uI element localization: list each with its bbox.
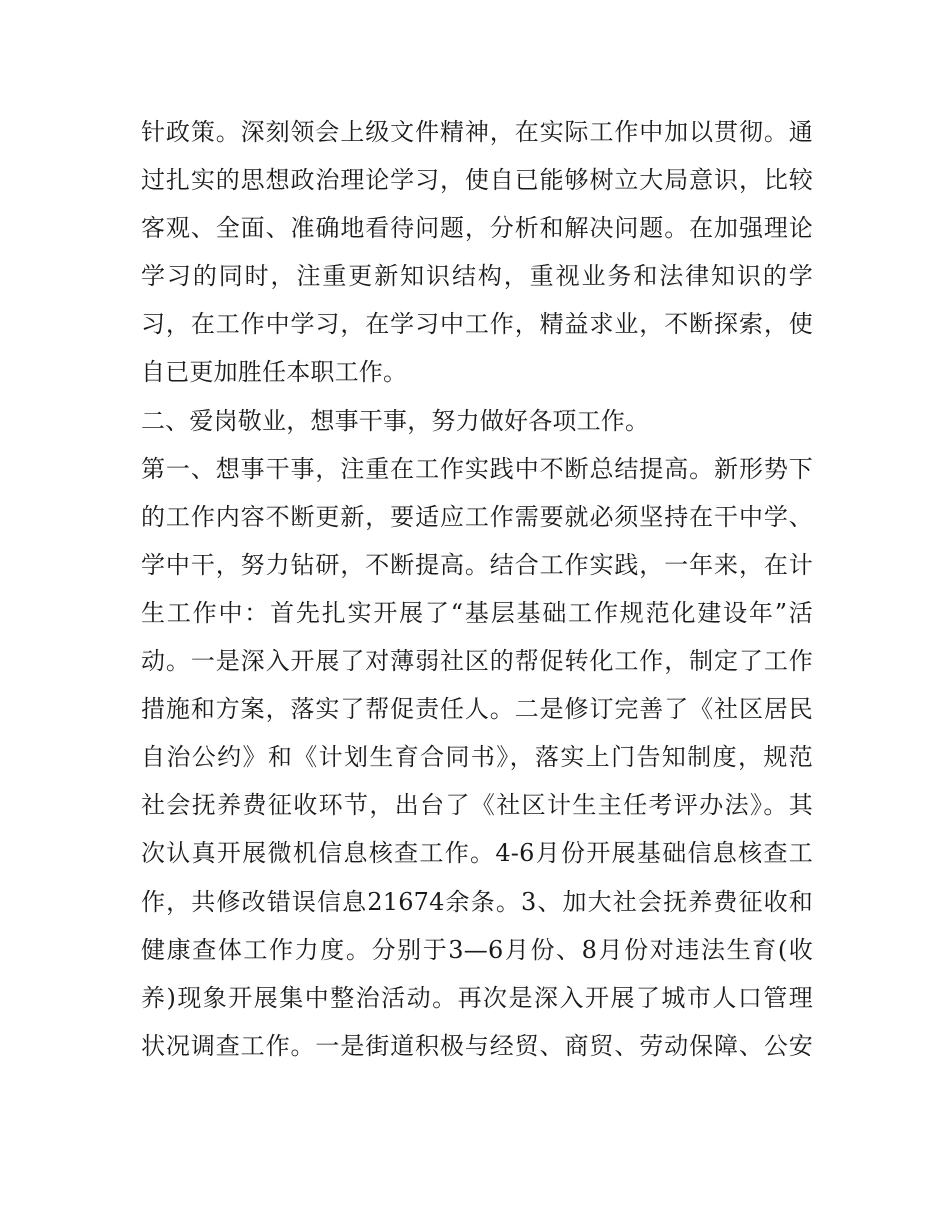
text-line: 第一、想事干事，注重在工作实践中不断总结提高。新形势下 <box>141 454 813 483</box>
text-line: 作，共修改错误信息21674余条。3、加大社会抚养费征收和 <box>141 887 813 916</box>
text-line: 的工作内容不断更新，要适应工作需要就必须坚持在干中学、 <box>141 502 813 531</box>
text-line: 动。一是深入开展了对薄弱社区的帮促转化工作，制定了工作 <box>141 647 813 676</box>
text-line: 养)现象开展集中整治活动。再次是深入开展了城市人口管理 <box>141 983 813 1012</box>
text-line: 健康查体工作力度。分别于3—6月份、8月份对违法生育(收 <box>141 935 813 964</box>
text-line: 针政策。深刻领会上级文件精神，在实际工作中加以贯彻。通 <box>141 118 813 146</box>
section-heading: 二、爱岗敬业，想事干事，努力做好各项工作。 <box>141 406 650 435</box>
text-line: 社会抚养费征收环节，出台了《社区计生主任考评办法》。其 <box>141 791 813 820</box>
text-line: 状况调查工作。一是街道积极与经贸、商贸、劳动保障、公安 <box>141 1031 813 1060</box>
text-line: 客观、全面、准确地看待问题，分析和解决问题。在加强理论 <box>141 214 813 243</box>
text-line: 生工作中：首先扎实开展了“基层基础工作规范化建设年”活 <box>141 598 813 627</box>
text-line: 学习的同时，注重更新知识结构，重视业务和法律知识的学 <box>141 262 813 291</box>
text-line: 自已更加胜任本职工作。 <box>141 358 408 387</box>
text-line: 自治公约》和《计划生育合同书》，落实上门告知制度，规范 <box>141 743 813 772</box>
text-line: 习，在工作中学习，在学习中工作，精益求业，不断探索，使 <box>141 310 813 339</box>
text-line: 次认真开展微机信息核查工作。4-6月份开展基础信息核查工 <box>141 839 813 868</box>
text-line: 过扎实的思想政治理论学习，使自已能够树立大局意识，比较 <box>141 166 813 195</box>
document-body <box>141 108 813 1070</box>
text-line: 学中干，努力钻研，不断提高。结合工作实践，一年来，在计 <box>141 550 813 579</box>
text-line: 措施和方案，落实了帮促责任人。二是修订完善了《社区居民 <box>141 695 813 724</box>
